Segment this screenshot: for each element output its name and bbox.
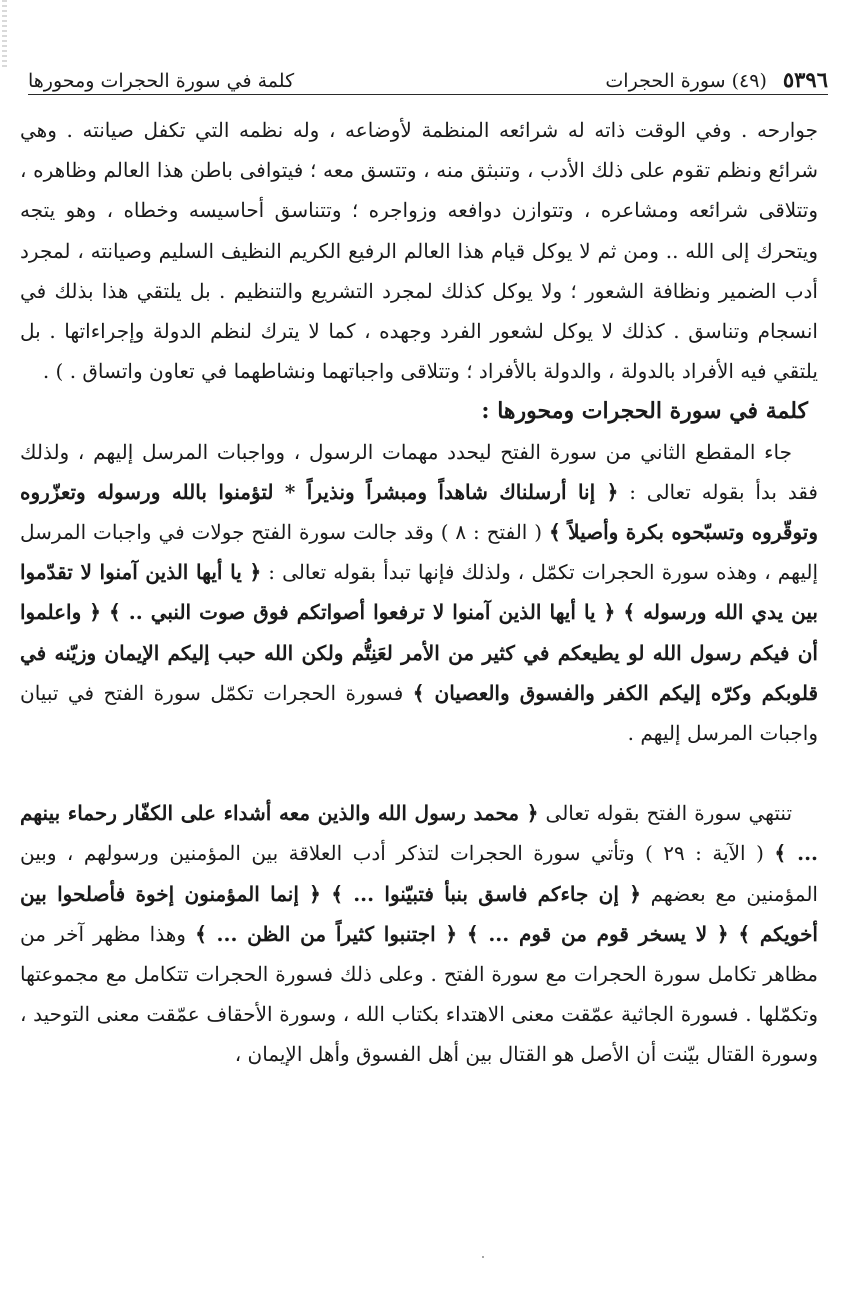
page-number: ٥٣٩٦ bbox=[782, 67, 828, 92]
quran-verse-1: ﴿ إنا أرسلناك شاهداً ومبشراً ونذيراً * لتؤمنوا بالله ورسوله وتعزّروه وتوقّروه وتسبّحوه بكرة وأصيلاً ﴾ bbox=[20, 479, 818, 545]
surah-label: (٤٩) سورة الحجرات bbox=[605, 70, 767, 92]
page-edge-mark bbox=[2, 0, 7, 70]
header-divider bbox=[28, 94, 828, 95]
section-heading: كلمة في سورة الحجرات ومحورها : bbox=[481, 398, 808, 425]
quran-verse-2: ﴿ يا أيها الذين آمنوا لا تقدّموا بين يدي الله ورسوله ﴾ ﴿ يا أيها الذين آمنوا لا ترفعوا أصواتكم فوق صوت النبي .. ﴾ ﴿ واعلموا أن فيكم رسول الله لو يطيعكم في كثير من الأمر لعَنِتُّم ولكن الله حبب إليكم الإيمان وزيّنه في قلوبكم وكرّه إليكم الكفر والفسوق والعصيان ﴾ bbox=[20, 560, 819, 705]
page-header bbox=[28, 52, 828, 92]
header-right-group bbox=[605, 67, 828, 92]
running-section-title: كلمة في سورة الحجرات ومحورها bbox=[28, 70, 295, 92]
footer-mark bbox=[482, 1256, 484, 1258]
paragraph-1-text: جوارحه . وفي الوقت ذاته له شرائعه المنظمة لأوضاعه ، وله نظمه التي تكفل صيانته . وهي شرائع ونظم تقوم على ذلك الأدب ، وتنبثق منه ، وتتسق معه ؛ فيتوافى باطن هذا العالم وظاهره ، وتتلاقى شرائعه ومشاعره ، وتتوازن دوافعه وزواجره ؛ وتتناسق أحاسيسه وخطاه ، وهو يتجه ويتحرك إلى الله .. ومن ثم لا يوكل قيام هذا العالم الرفيع الكريم النظيف السليم وصيانته ، لمجرد أدب الضمير ونظافة الشعور ؛ ولا يوكل كذلك لمجرد التشريع والتنظيم . بل يلتقي هذا بذلك في انسجام وتناسق . كذلك لا يوكل لشعور الفرد وجهده ، كما لا يترك لنظم الدولة وإجراءاتها . بل يلتقي فيه الأفراد بالدولة ، والدولة بالأفراد ؛ وتتلاقى واجباتهما ونشاطهما في تعاون واتساق . ) . bbox=[20, 118, 818, 384]
paragraph-3-text-3: وهذا مظهر آخر من مظاهر تكامل سورة الحجرات مع سورة الفتح . وعلى ذلك فسورة الحجرات تتكامل مع مجموعتها وتكمّلها . فسورة الجاثية عمّقت معنى الاهتداء بكتاب الله ، وسورة الأحقاف عمّقت معنى التوحيد ، وسورة القتال بيّنت أن الأصل هو القتال بين أهل الفسوق وأهل الإيمان ، bbox=[20, 921, 818, 1067]
paragraph-3-text-1: تنتهي سورة الفتح بقوله تعالى bbox=[538, 801, 793, 826]
paragraph-3-text-2: ( الآية : ٢٩ ) وتأتي سورة الحجرات لتذكر أدب العلاقة بين المؤمنين ورسولهم ، وبين المؤمنين مع بعضهم bbox=[20, 841, 818, 906]
paragraph-2-text-2: ( الفتح : ٨ ) وقد جالت سورة الفتح جولات في واجبات المرسل إليهم ، وهذه سورة الحجرات تكمّل ، ولذلك فإنها تبدأ بقوله تعالى : bbox=[20, 520, 818, 585]
paragraph-3 bbox=[20, 793, 818, 1074]
paragraph-2-text-3: فسورة الحجرات تكمّل سورة الفتح في تبيان واجبات المرسل إليهم . bbox=[20, 680, 818, 746]
quran-verse-4: ﴿ إن جاءكم فاسق بنبأ فتبيّنوا ... ﴾ ﴿ إنما المؤمنون إخوة فأصلحوا بين أخويكم ﴾ ﴿ لا يسخر قوم من قوم ... ﴾ ﴿ اجتنبوا كثيراً من الظن ... ﴾ bbox=[20, 881, 818, 946]
paragraph-2-text-1: جاء المقطع الثاني من سورة الفتح ليحدد مهمات الرسول ، وواجبات المرسل إليهم ، ولذلك فقد بدأ بقوله تعالى : bbox=[20, 439, 818, 504]
paragraph-1 bbox=[20, 110, 818, 391]
page-body bbox=[20, 110, 818, 1075]
quran-verse-3: ﴿ محمد رسول الله والذين معه أشداء على الكفّار رحماء بينهم ... ﴾ bbox=[20, 801, 818, 866]
paragraph-2 bbox=[20, 432, 818, 754]
